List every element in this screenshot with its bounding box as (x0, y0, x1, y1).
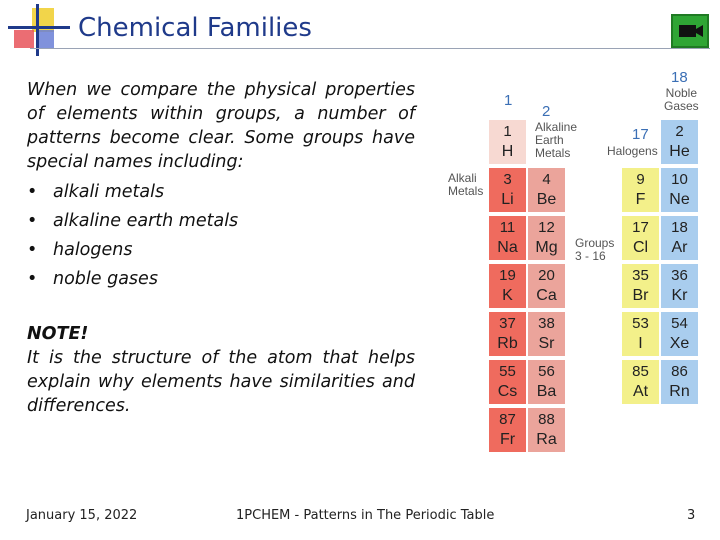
element-symbol: Cs (497, 383, 518, 400)
alkali-metals-label: Alkali Metals (448, 171, 484, 198)
element-cell (489, 168, 526, 214)
atomic-number: 38 (538, 315, 555, 332)
alkaline-earth-metals-label: Alkaline Earth Metals (535, 120, 578, 160)
family-list (27, 178, 415, 294)
bullet: • (27, 269, 38, 289)
element-symbol: Br (632, 287, 649, 304)
family-label: alkali metals (53, 182, 165, 202)
note-text: It is the structure of the atom that helps explain why elements have similarities and differences. (27, 348, 415, 416)
atomic-number: 20 (538, 267, 555, 284)
element-symbol: Ca (536, 287, 557, 304)
list-item (27, 265, 415, 294)
group-number-2: 2 (542, 103, 551, 120)
element-symbol: Be (536, 191, 557, 208)
element-cell (489, 360, 526, 406)
element-symbol: Kr (671, 287, 688, 304)
note-title: NOTE! (27, 324, 89, 344)
groups-3-16-label: Groups 3 - 16 (575, 236, 615, 263)
list-item (27, 236, 415, 265)
element-symbol: He (669, 143, 690, 160)
list-item (27, 207, 415, 236)
atomic-number: 54 (671, 315, 688, 332)
element-symbol: Ra (536, 431, 557, 448)
element-cell (489, 264, 526, 310)
family-label: halogens (53, 240, 133, 260)
element-symbol: Ba (536, 383, 557, 400)
element-cell (661, 360, 698, 406)
corner-squares-logo-icon (0, 0, 80, 60)
title-divider (30, 48, 710, 49)
element-symbol: Xe (669, 335, 690, 352)
atomic-number: 3 (503, 171, 512, 188)
element-symbol: Rn (669, 383, 690, 400)
element-symbol: K (502, 287, 513, 304)
atomic-number: 1 (503, 123, 512, 140)
element-cell (661, 264, 698, 310)
atomic-number: 36 (671, 267, 688, 284)
element-symbol: H (501, 143, 514, 160)
atomic-number: 4 (542, 171, 551, 188)
atomic-number: 88 (538, 411, 555, 428)
element-cell (661, 216, 698, 262)
atomic-number: 85 (632, 363, 649, 380)
atomic-number: 55 (499, 363, 516, 380)
element-cell (622, 360, 659, 406)
slide-number: 3 (687, 508, 696, 523)
group-number-17: 17 (632, 126, 649, 143)
list-item (27, 178, 415, 207)
element-symbol: Na (497, 239, 518, 256)
footer-course: 1PCHEM - Patterns in The Periodic Table (236, 508, 495, 523)
element-symbol: Li (501, 191, 514, 208)
element-cell (528, 312, 565, 358)
atomic-number: 9 (636, 171, 645, 188)
element-cell (622, 312, 659, 358)
atomic-number: 2 (675, 123, 684, 140)
slide-body (27, 78, 415, 418)
element-cell (489, 216, 526, 262)
element-cell (661, 120, 698, 166)
element-symbol: Ar (671, 239, 688, 256)
atomic-number: 87 (499, 411, 516, 428)
family-label: alkaline earth metals (53, 211, 239, 231)
element-symbol: Rb (497, 335, 518, 352)
element-cell (528, 360, 565, 406)
element-cell (661, 312, 698, 358)
atomic-number: 37 (499, 315, 516, 332)
atomic-number: 10 (671, 171, 688, 188)
group-number-1: 1 (504, 92, 513, 109)
element-cell (489, 312, 526, 358)
atomic-number: 12 (538, 219, 555, 236)
bullet: • (27, 211, 38, 231)
element-symbol: At (632, 383, 649, 400)
element-cell (528, 168, 565, 214)
element-cell (622, 168, 659, 214)
bullet: • (27, 240, 38, 260)
element-symbol: Sr (538, 335, 555, 352)
footer-date: January 15, 2022 (26, 508, 138, 523)
element-symbol: Mg (535, 239, 558, 256)
element-cell (489, 120, 526, 166)
element-cell (622, 264, 659, 310)
atomic-number: 17 (632, 219, 649, 236)
noble-gases-label: Noble Gases (664, 86, 699, 113)
element-cell (489, 408, 526, 454)
element-symbol: Fr (499, 431, 516, 448)
atomic-number: 86 (671, 363, 688, 380)
intro-paragraph: When we compare the physical properties of elements within groups, a number of patterns become clear. Some groups have special names including: (27, 80, 415, 172)
atomic-number: 56 (538, 363, 555, 380)
atomic-number: 19 (499, 267, 516, 284)
element-symbol: F (635, 191, 646, 208)
slide-title: Chemical Families (78, 13, 312, 43)
element-cell (528, 216, 565, 262)
element-cell (622, 216, 659, 262)
element-symbol: Ne (669, 191, 690, 208)
element-symbol: I (638, 335, 643, 352)
video-camera-button[interactable] (671, 14, 709, 48)
halogens-label: Halogens (607, 144, 658, 158)
group-number-18: 18 (671, 69, 688, 86)
family-label: noble gases (53, 269, 158, 289)
atomic-number: 11 (499, 219, 516, 236)
element-cell (528, 264, 565, 310)
element-cell (661, 168, 698, 214)
element-cell (528, 408, 565, 454)
atomic-number: 53 (632, 315, 649, 332)
periodic-table-excerpt (440, 66, 700, 466)
atomic-number: 18 (671, 219, 688, 236)
element-symbol: Cl (632, 239, 649, 256)
atomic-number: 35 (632, 267, 649, 284)
bullet: • (27, 182, 38, 202)
video-camera-icon (678, 23, 704, 39)
